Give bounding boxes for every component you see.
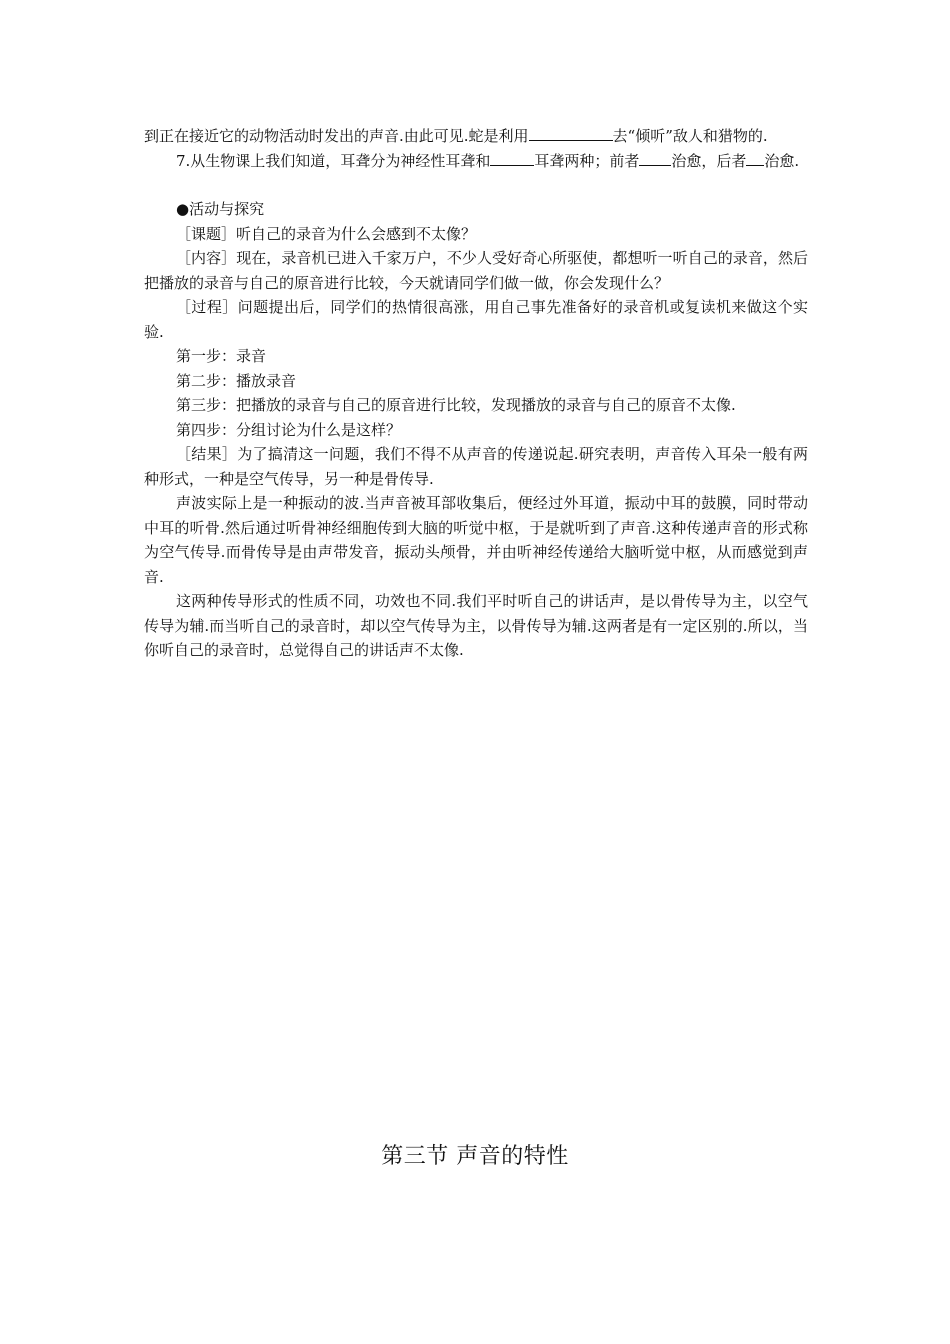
activity-step-4: 第四步：分组讨论为什么是这样？ [176, 420, 402, 439]
activity-step-2: 第二步：播放录音 [176, 371, 297, 390]
q7-part-4: 治愈. [764, 151, 800, 170]
document-body [144, 124, 808, 663]
paragraph-difference: 这两种传导形式的性质不同，功效也不同.我们平时听自己的讲话声，是以骨传导为主，以空气传导为辅.而当听自己的录音时，却以空气传导为主，以骨传导为辅.这两者是有一定区别的.所以，当你听自己的录音时，总觉得自己的讲话声不太像. [144, 592, 808, 659]
fill-in-blank [639, 151, 671, 166]
q6-text-after-blank: 去“倾听”敌人和猎 [612, 127, 733, 145]
question-7 [144, 149, 808, 174]
question-6-tail [144, 124, 808, 149]
fill-in-blank [490, 151, 534, 166]
fill-in-blank [746, 151, 764, 166]
paragraph-sound-wave: 声波实际上是一种振动的波.当声音被耳部收集后，便经过外耳道，振动中耳的鼓膜，同时带动中耳的听骨.然后通过听骨神经细胞传到大脑的听觉中枢，于是就听到了声音.这种传递声音的形式称为空气传导.而骨传导是由声带发音，振动头颅骨，并由听神经传递给大脑听觉中枢，从而感觉到声音. [144, 494, 808, 586]
activity-heading: ●活动与探究 [176, 200, 265, 218]
activity-step-3: 第三步：把播放的录音与自己的原音进行比较，发现播放的录音与自己的原音不太像. [176, 396, 736, 414]
activity-step-1: 第一步：录音 [176, 347, 267, 365]
activity-topic: ［课题］听自己的录音为什么会感到不太像？ [176, 224, 477, 243]
q7-part-1: 7.从生物课上我们知道，耳聋分为神经性耳聋和 [176, 151, 491, 170]
activity-content: ［内容］现在，录音机已进入千家万户，不少人受好奇心所驱使，都想听一听自己的录音，然后把播放的录音与自己的原音进行比较，今天就请同学们做一做，你会发现什么？ [144, 249, 808, 292]
fill-in-blank [529, 126, 613, 141]
q7-part-3: 治愈，后者 [671, 151, 747, 170]
spacer [144, 173, 808, 197]
section-title: 第三节 声音的特性 [381, 1144, 569, 1169]
activity-process: ［过程］问题提出后，同学们的热情很高涨，用自己事先准备好的录音机或复读机来做这个实验. [144, 298, 808, 341]
q7-part-2: 耳聋两种；前者 [534, 151, 640, 170]
q6-text-before-blank: 到正在接近它的动物活动时发出的声音.由此可见.蛇是利用 [144, 127, 529, 145]
activity-result: ［结果］为了搞清这一问题，我们不得不从声音的传递说起.研究表明，声音传入耳朵一般有两种形式，一种是空气传导，另一种是骨传导. [144, 445, 808, 488]
q6-text-end: 物的. [732, 127, 768, 145]
